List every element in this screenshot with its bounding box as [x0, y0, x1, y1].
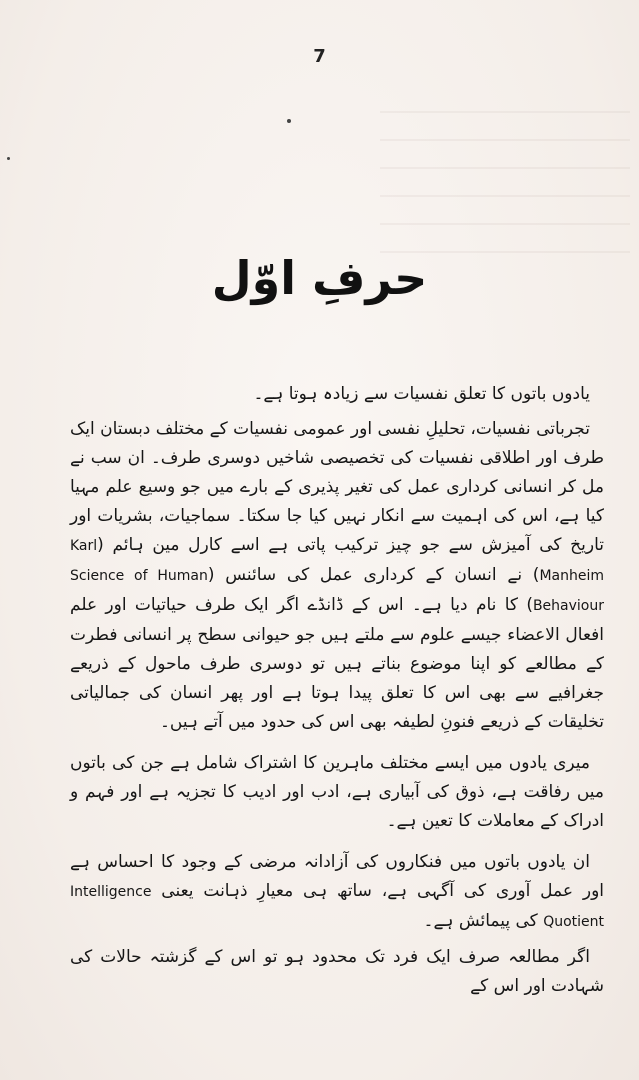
page-number: 7 [313, 46, 326, 67]
paragraph-text: یادوں باتوں کا تعلق نفسیات سے زیادہ ہوتا ہے۔ [253, 384, 590, 404]
english-term: Science of Human Behaviour [70, 568, 604, 614]
paragraph-text: میری یادوں میں ایسے مختلف ماہرین کا اشتراک شامل ہے جن کی باتوں میں رفاقت ہے، ذوق کی آبیاری ہے، ادب اور ادیب کا تجزیہ ہے اور فہم و ادراک کے معاملات کا تعین ہے۔ [70, 753, 604, 831]
chapter-title: حرفِ اوّل [211, 251, 428, 305]
paragraph [70, 848, 604, 937]
paragraph-text: کی پیمائش ہے۔ [423, 911, 544, 931]
english-term: Intelligence Quotient [70, 884, 604, 930]
paragraph-text: ان یادوں باتوں میں فنکاروں کی آزادانہ مرضی کے وجود کا احساس ہے اور عمل آوری کی آگہی ہے، ساتھ ہی معیارِ ذہانت یعنی [70, 852, 604, 901]
english-term: Karl Manheim [70, 538, 604, 584]
paragraph-text: تجرباتی نفسیات، تحلیلِ نفسی اور عمومی نفسیات کے مختلف دبستان ایک طرف اور اطلاقی نفسیات کی تخصیصی شاخیں دوسری طرف۔ ان سب نے مل کر انسانی کرداری عمل کی تغیر پذیری کے بارے میں جو وسیع علم مہیا کیا ہے، اس کی اہمیت سے انکار نہیں کیا جا سکتا۔ سماجیات، بشریات اور تاریخ کی آمیزش سے جو چیز ترکیب پاتی ہے اسے کارل مین ہائم ( [70, 419, 604, 555]
paragraph-text: ) نے انسان کے کرداری عمل کی سائنس ( [207, 565, 540, 585]
paragraph-text: اگر مطالعہ صرف ایک فرد تک محدود ہو تو اس کے گزشتہ حالات کی شہادت اور اس کے [70, 947, 604, 996]
paragraph [70, 943, 604, 1001]
paragraph-text: ) کا نام دیا ہے۔ اس کے ڈانڈے اگر ایک طرف حیاتیات اور علم افعال الاعضاء جیسے علوم سے ملتے ہیں جو حیوانی سطح پر انسانی فطرت کے مطالعے کو اپنا موضوع بناتے ہیں تو دوسری طرف ماحول کے ذریعے جغرافیے سے بھی اس کا تعلق پیدا ہوتا ہے اور پھر انسان کی جمالیاتی تخلیقات کے ذریعے فنونِ لطیفہ بھی اس کی حدود میں آتے ہیں۔ [70, 595, 604, 732]
paragraph [70, 749, 604, 836]
paragraph [70, 380, 604, 409]
ink-speck [7, 157, 10, 160]
ink-speck [287, 119, 291, 123]
body-text [70, 380, 604, 1007]
paragraph [70, 415, 604, 737]
